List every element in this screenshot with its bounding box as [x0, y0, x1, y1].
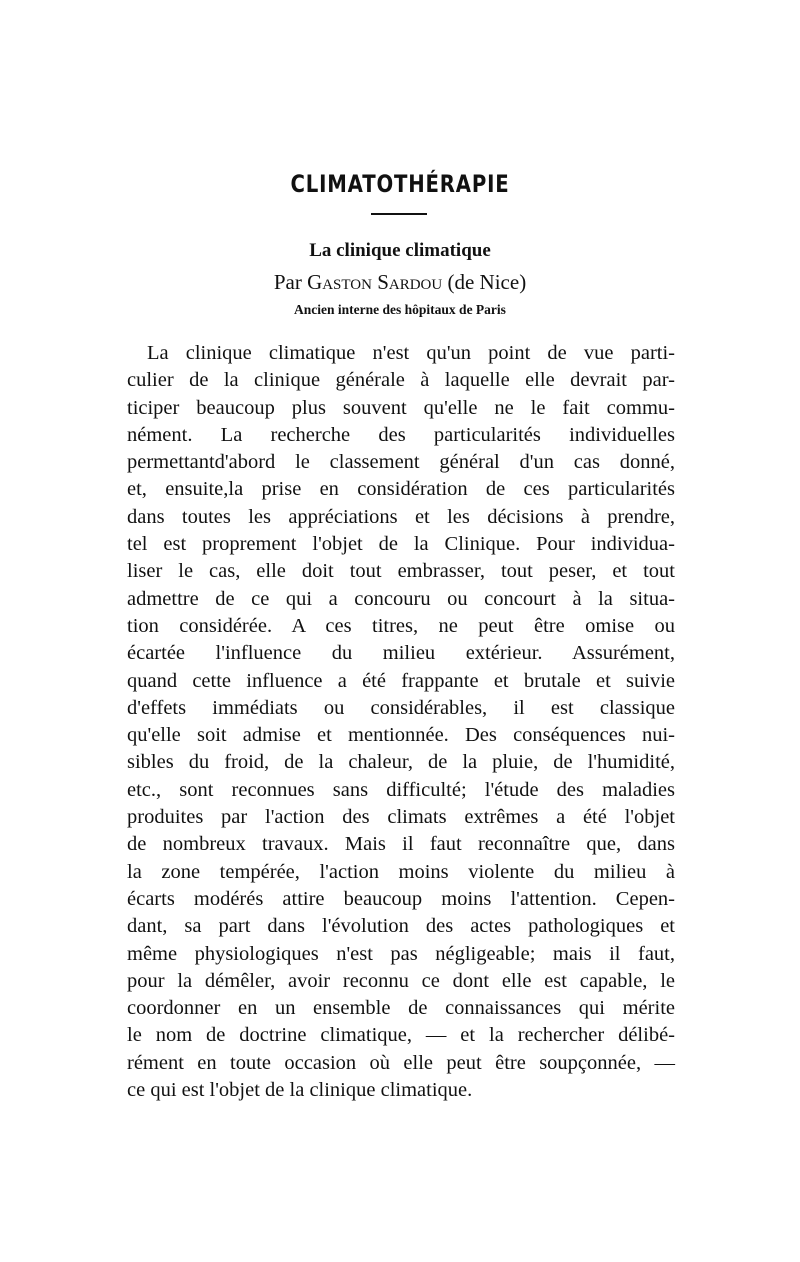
text-line: pour la démêler, avoir reconnu ce dont elle est capable, le: [127, 969, 675, 992]
author-affiliation: Ancien interne des hôpitaux de Paris: [294, 302, 506, 317]
text-line: écarts modérés attire beaucoup moins l'attention. Cepen-: [127, 887, 675, 910]
text-line: permettantd'abord le classement général d'un cas donné,: [127, 451, 675, 474]
text-line: d'effets immédiats ou considérables, il est classique: [127, 696, 675, 719]
author-prefix: Par: [273, 270, 308, 294]
text-line: etc., sont reconnues sans difficulté; l'étude des maladies: [127, 778, 675, 801]
author-location: (de Nice): [442, 270, 527, 294]
text-line: dans toutes les appréciations et les décisions à prendre,: [127, 505, 675, 528]
title-divider: [371, 213, 427, 215]
text-line: le nom de doctrine climatique, — et la rechercher délibé-: [127, 1024, 675, 1047]
text-line: ce qui est l'objet de la clinique climatique.: [127, 1079, 473, 1102]
text-line: La clinique climatique n'est qu'un point de vue parti-: [147, 342, 675, 364]
text-line: qu'elle soit admise et mentionnée. Des conséquences nui-: [127, 724, 675, 747]
text-line: tion considérée. A ces titres, ne peut être omise ou: [127, 614, 675, 637]
text-line: rément en toute occasion où elle peut être soupçonnée, —: [127, 1051, 675, 1074]
text-line: tel est proprement l'objet de la Clinique. Pour individua-: [127, 533, 675, 556]
text-line: produites par l'action des climats extrêmes a été l'objet: [127, 806, 675, 829]
text-line: quand cette influence a été frappante et brutale et suivie: [127, 669, 675, 692]
text-line: sibles du froid, de la chaleur, de la pluie, de l'humidité,: [127, 751, 675, 774]
page-title: CLIMATOTHÉRAPIE: [290, 170, 510, 198]
text-line: la zone tempérée, l'action moins violente du milieu à: [127, 860, 675, 883]
article-body: [127, 340, 675, 1104]
text-line: ticiper beaucoup plus souvent qu'elle ne le fait commu-: [127, 396, 675, 419]
text-line: nément. La recherche des particularités individuelles: [127, 423, 675, 446]
text-line: dant, sa part dans l'évolution des actes pathologiques et: [127, 915, 675, 938]
article-subtitle: La clinique climatique: [309, 240, 491, 261]
author-line: [0, 270, 800, 295]
text-line: admettre de ce qui a concouru ou concourt à la situa-: [127, 587, 675, 610]
text-line: culier de la clinique générale à laquelle elle devrait par-: [127, 369, 675, 392]
text-line: écartée l'influence du milieu extérieur. Assurément,: [127, 642, 675, 665]
text-line: et, ensuite,la prise en considération de ces particularités: [127, 478, 675, 501]
text-line: liser le cas, elle doit tout embrasser, tout peser, et tout: [127, 560, 675, 583]
text-line: même physiologiques n'est pas négligeable; mais il faut,: [127, 942, 675, 965]
text-line: de nombreux travaux. Mais il faut reconnaître que, dans: [127, 833, 675, 856]
author-name: Gaston Sardou: [307, 270, 443, 294]
text-line: coordonner en un ensemble de connaissances qui mérite: [127, 997, 675, 1020]
